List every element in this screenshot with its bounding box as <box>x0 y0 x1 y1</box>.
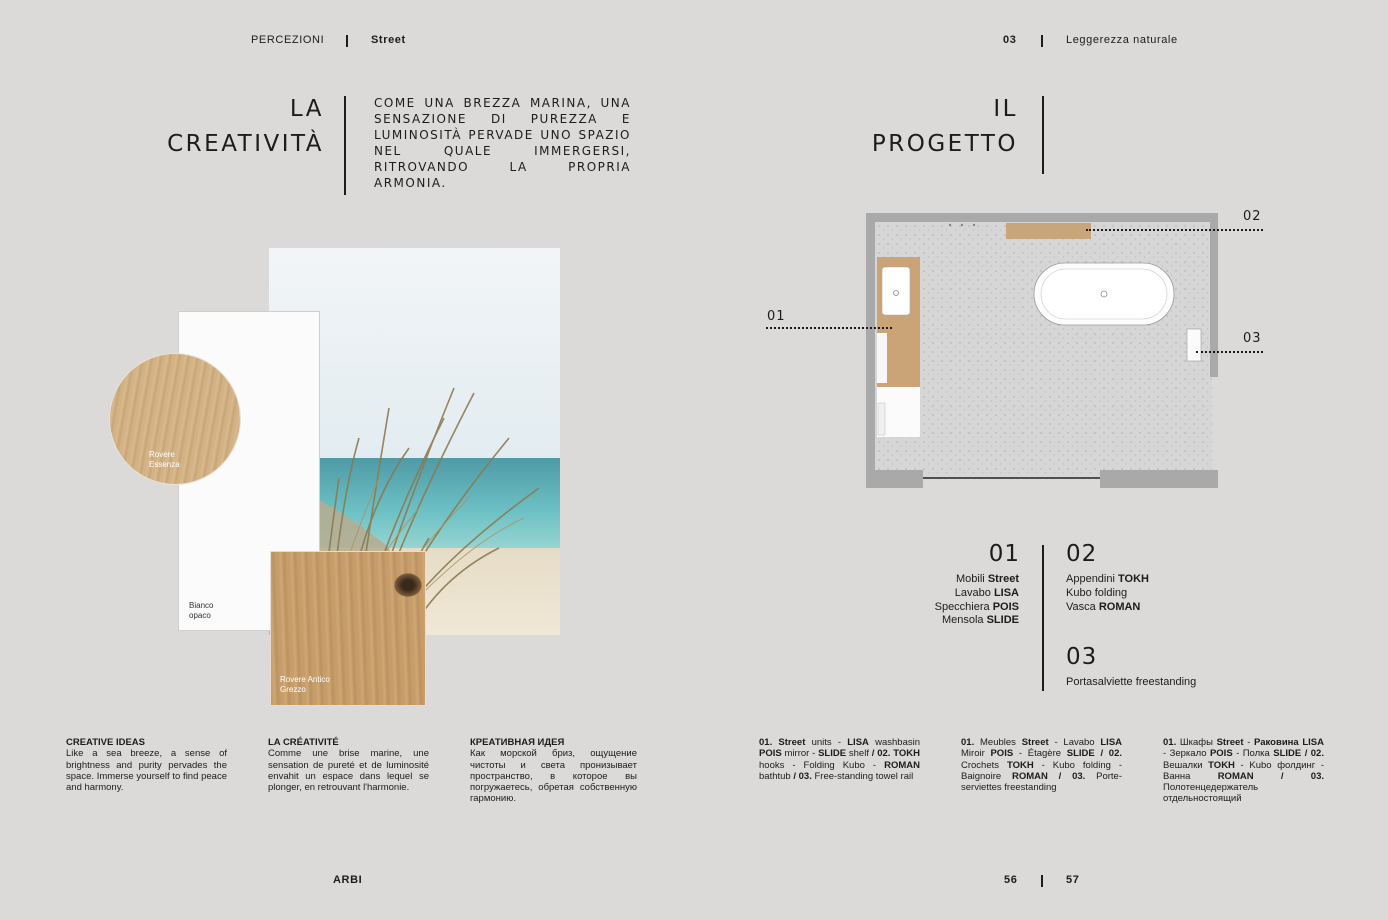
caption-ru <box>470 737 637 805</box>
legend-01-number: 01 <box>988 541 1020 567</box>
legend-01-item: Mobili Street <box>956 573 1019 585</box>
caption-fr-body: Comme une brise marine, une sensation de pureté et de luminosité envahit un espace dans lequel se plonger, en retrouvant l'harmonie. <box>268 748 429 794</box>
left-header-divider <box>346 35 348 47</box>
legend-01-item: Specchiera POIS <box>934 600 1019 613</box>
plan-leader-03 <box>1196 351 1263 353</box>
legend-01-list <box>935 573 1019 628</box>
caption-fr-title: LA CRÉATIVITÉ <box>268 737 339 748</box>
footer-page-right: 57 <box>1066 874 1080 886</box>
footer-divider <box>1041 875 1043 887</box>
plan-callout-03: 03 <box>1243 331 1262 346</box>
caption-fr <box>268 737 429 793</box>
caption-en-title: CREATIVE IDEAS <box>66 737 146 748</box>
left-title-divider <box>344 96 346 195</box>
right-header-number: 03 <box>1003 34 1017 46</box>
legend-03-item: Portasalviette freestanding <box>1066 676 1197 688</box>
caption-right-ru: 01. Шкафы Street - Раковина LISA - Зеркало POIS - Полка SLIDE / 02. Вешалки TOKH - Kubo фолдинг - Ванна ROMAN / 03. Полотенцедержатель отдельностоящий <box>1163 737 1324 805</box>
plan-leader-02 <box>1086 229 1263 231</box>
footer-page-left: 56 <box>1004 874 1018 886</box>
right-header-theme: Leggerezza naturale <box>1066 34 1178 46</box>
rovere-essenza-label: Rovere Essenza <box>149 450 180 469</box>
right-title-divider <box>1042 96 1044 174</box>
left-title-line2: CREATIVITÀ <box>167 131 324 157</box>
plan-callout-02: 02 <box>1243 209 1262 224</box>
floor-plan <box>760 205 1270 495</box>
bianco-opaco-label: Bianco opaco <box>189 601 214 620</box>
left-header-collection: Street <box>371 34 406 46</box>
caption-en-body: Like a sea breeze, a sense of brightness and purity pervades the space. Immerse yourself to find peace and harmony. <box>66 748 227 794</box>
intro-text: COME UNA BREZZA MARINA, UNA SENSAZIONE DI PUREZZA E LUMINOSITÀ PERVADE UNO SPAZIO NEL QUALE IMMERGERSI, RITROVANDO LA PROPRIA ARMONIA. <box>374 96 631 190</box>
legend-02-list <box>1066 573 1149 614</box>
moodboard <box>100 240 570 715</box>
footer-brand: ARBI <box>333 874 363 886</box>
left-header-section: PERCEZIONI <box>251 34 325 46</box>
legend-02-number: 02 <box>1066 541 1098 567</box>
legend-03-number: 03 <box>1066 644 1098 670</box>
legend-02-item: Appendini TOKH <box>1066 573 1149 585</box>
legend-02-item: Vasca ROMAN <box>1066 600 1141 613</box>
caption-ru-title: КРЕАТИВНАЯ ИДЕЯ <box>470 737 565 748</box>
plan-leader-01 <box>766 327 892 329</box>
caption-right-fr: 01. Meubles Street - Lavabo LISA Miroir POIS - Étagère SLIDE / 02. Crochets TOKH - Kubo folding - Baignoire ROMAN / 03. Porte-serviettes freestanding <box>961 737 1123 794</box>
left-title <box>167 92 324 162</box>
caption-right-en: 01. Street units - LISA washbasin POIS mirror - SLIDE shelf / 02. TOKH hooks - Folding Kubo - ROMAN bathtub / 03. Free-standing towel rail <box>759 737 920 782</box>
left-title-line1: LA <box>289 96 324 122</box>
rovere-antico-label: Rovere Antico Grezzo <box>280 675 330 694</box>
right-header-divider <box>1041 35 1043 47</box>
caption-ru-body: Как морской бриз, ощущение чистоты и света пронизывает пространство, в которое вы погружаетесь, обретая собственную гармонию. <box>470 748 637 805</box>
right-title-line1: IL <box>993 96 1018 122</box>
caption-en <box>66 737 227 793</box>
plan-callout-01: 01 <box>767 309 786 324</box>
right-title <box>872 92 1018 162</box>
legend-01-item: Mensola SLIDE <box>941 614 1019 627</box>
wood-knot <box>394 573 422 597</box>
right-title-line2: PROGETTO <box>871 131 1018 157</box>
legend-02-item: Kubo folding <box>1066 586 1128 599</box>
legend-01-item: Lavabo LISA <box>954 586 1019 599</box>
legend-divider <box>1042 545 1044 691</box>
